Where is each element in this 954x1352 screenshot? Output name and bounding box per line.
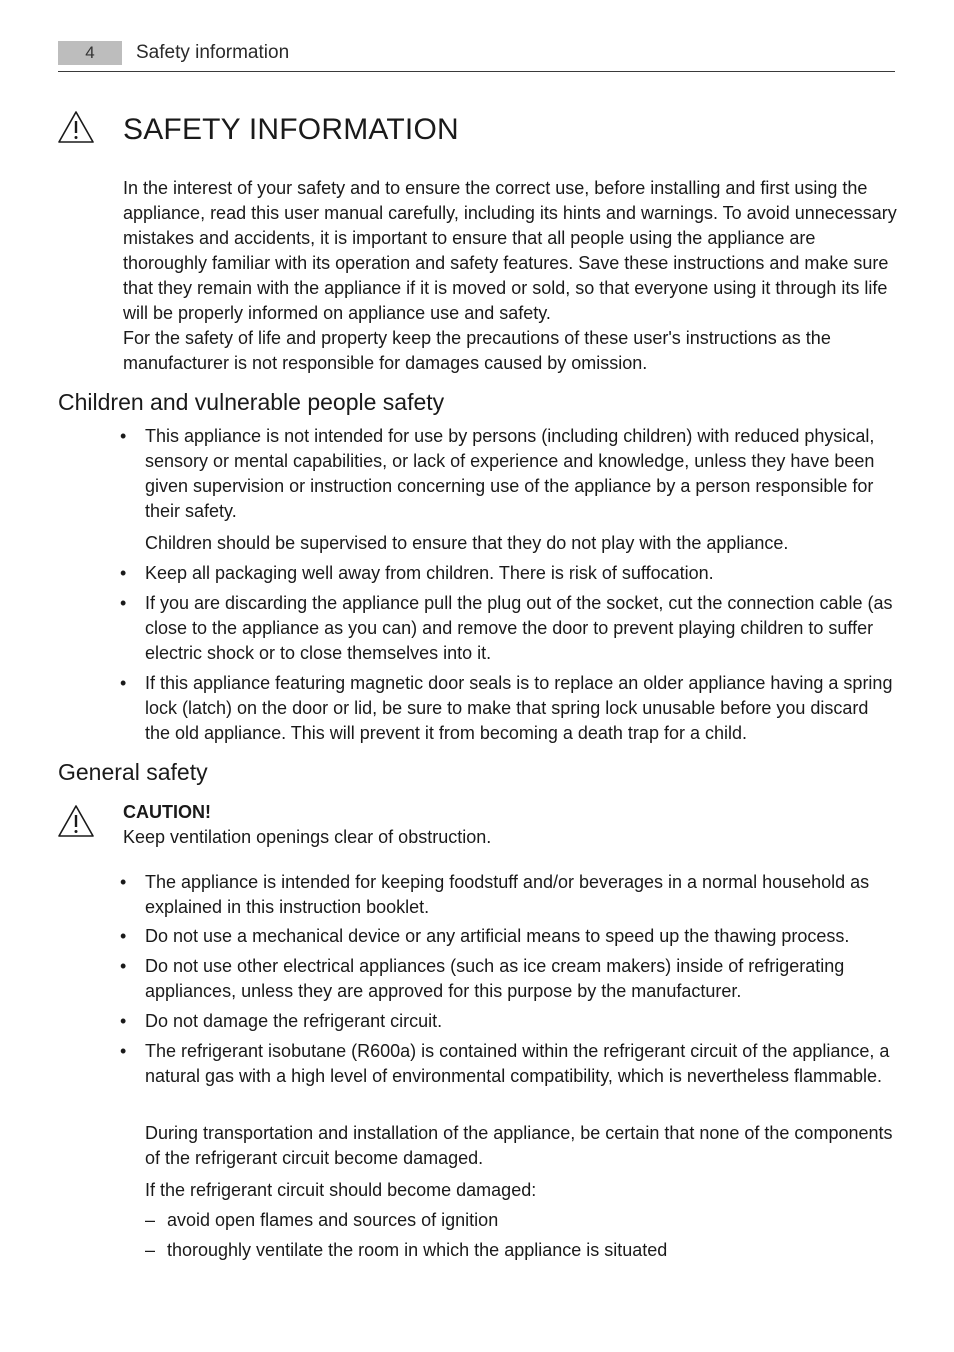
general-safety-heading: General safety [58,759,208,785]
list-item-text: The appliance is intended for keeping foodstuff and/or beverages in a normal household as explained in this instruction booklet. [145,872,870,917]
list-item-text: Keep all packaging well away from children. There is risk of suffocation. [145,563,714,583]
caution-text: Keep ventilation openings clear of obstruction. [123,827,492,847]
children-safety-heading: Children and vulnerable people safety [58,389,445,415]
list-item-text: Do not use a mechanical device or any artificial means to speed up the thawing process. [145,926,850,946]
list-item [120,561,898,586]
list-item [120,1009,898,1034]
bullet-marker: • [120,593,127,613]
bullet-marker: • [120,1011,127,1031]
header-section-title: Safety information [136,42,290,63]
list-item-text: Do not damage the refrigerant circuit. [145,1011,443,1031]
bullet-marker: • [120,563,127,583]
bullet-marker: • [120,956,127,976]
list-item-note: During transportation and installation of the appliance, be certain that none of the components of the refrigerant circuit become damaged. [145,1123,893,1168]
bullet-marker: • [120,1041,127,1061]
intro-paragraph-2: For the safety of life and property keep the precautions of these user's instructions as the manufacturer is not responsible for damages caused by omission. [123,328,831,373]
list-item [120,591,898,666]
caution-triangle-icon [57,804,95,838]
dash-item-text: avoid open flames and sources of ignition [167,1210,499,1230]
dash-item-text: thoroughly ventilate the room in which the appliance is situated [167,1240,668,1260]
list-item [120,870,898,920]
list-item-text: This appliance is not intended for use by persons (including children) with reduced physical, sensory or mental capabilities, or lack of experience and knowledge, unless they have been given supervision or instruction concerning use of the appliance by a person responsible for their safety. [145,426,875,521]
list-item-note: Children should be supervised to ensure that they do not play with the appliance. [145,533,789,553]
bullet-marker: • [120,426,127,446]
bullet-marker: • [120,673,127,693]
dash-item [145,1238,898,1263]
bullet-marker: • [120,872,127,892]
bullet-marker: • [120,926,127,946]
list-item-text: If you are discarding the appliance pull the plug out of the socket, cut the connection cable (as close to the appliance as you can) and remove the door to prevent playing children to suffer electric shock or to close themselves into it. [145,593,893,663]
list-item-text: If this appliance featuring magnetic door seals is to replace an older appliance having a spring lock (latch) on the door or lid, be sure to make that spring lock unusable before you discard the old appliance. This will prevent it from becoming a death trap for a child. [145,673,893,743]
caution-label: CAUTION! [123,802,211,822]
page-number: 4 [58,41,122,65]
warning-triangle-icon [57,110,95,144]
dash-marker: – [145,1240,156,1260]
intro-paragraph: In the interest of your safety and to ensure the correct use, before installing and first using the appliance, read this user manual carefully, including its hints and warnings. To avoid unnecessary mistakes and accidents, it is important to ensure that all people using the appliance are thoroughly familiar with its operation and safety features. Save these instructions and make sure that they remain with the appliance if it is moved or sold, so that everyone using it through its life will be properly informed on appliance use and safety. [123,178,897,323]
list-item [120,924,898,949]
page-header [58,41,895,72]
list-item [120,1039,898,1089]
list-item-text: The refrigerant isobutane (R600a) is contained within the refrigerant circuit of the appliance, a natural gas with a high level of environmental compatibility, which is nevertheless flammable. [145,1041,890,1086]
list-item [120,671,898,746]
list-item-text: Do not use other electrical appliances (such as ice cream makers) inside of refrigerating appliances, unless they are approved for this purpose by the manufacturer. [145,956,845,1001]
dash-item [145,1208,898,1233]
page-title: SAFETY INFORMATION [123,113,459,146]
dash-marker: – [145,1210,156,1230]
list-item [120,954,898,1004]
list-item-note: If the refrigerant circuit should become damaged: [145,1180,537,1200]
list-item [120,424,898,524]
